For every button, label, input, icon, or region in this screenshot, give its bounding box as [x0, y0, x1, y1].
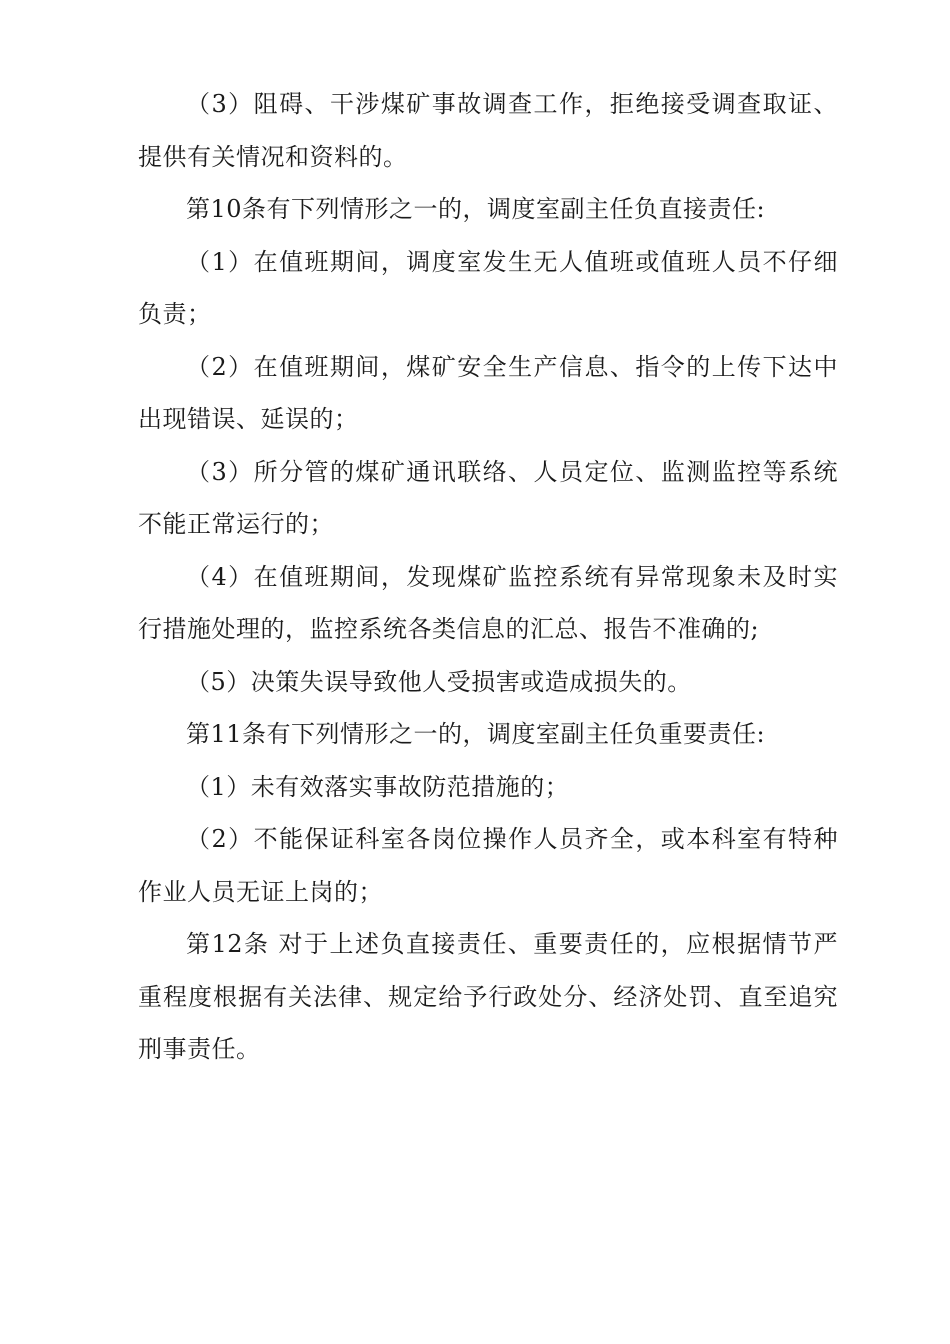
- paragraph-item-1-prevention: （1）未有效落实事故防范措施的；: [186, 772, 570, 801]
- article-11-heading: 第11条有下列情形之一的，调度室副主任负重要责任:: [186, 720, 766, 748]
- article-10-heading: 第10条有下列情形之一的，调度室副主任负直接责任:: [186, 195, 766, 223]
- paragraph-item-3-obstruct: （3）阻碍、干涉煤矿事故调查工作，拒绝接受调查取证、提供有关情况和资料的。: [138, 90, 838, 171]
- paragraph-item-3-systems: （3）所分管的煤矿通讯联络、人员定位、监测监控等系统不能正常运行的；: [138, 457, 838, 538]
- article-12-body: 第12条 对于上述负直接责任、重要责任的，应根据情节严重程度根据有关法律、规定给予行政处分、经济处罚、直至追究刑事责任。: [138, 930, 838, 1063]
- paragraph-item-1-duty: （1）在值班期间，调度室发生无人值班或值班人员不仔细负责；: [138, 247, 838, 328]
- paragraph-item-5-decision: （5）决策失误导致他人受损害或造成损失的。: [186, 667, 692, 696]
- paragraph-item-4-monitoring: （4）在值班期间，发现煤矿监控系统有异常现象未及时实行措施处理的，监控系统各类信息的汇总、报告不准确的;: [138, 562, 838, 643]
- paragraph-item-2-staffing: （2）不能保证科室各岗位操作人员齐全，或本科室有特种作业人员无证上岗的；: [138, 825, 838, 906]
- paragraph-item-2-info: （2）在值班期间，煤矿安全生产信息、指令的上传下达中出现错误、延误的；: [138, 352, 838, 433]
- document-page: [138, 78, 838, 1076]
